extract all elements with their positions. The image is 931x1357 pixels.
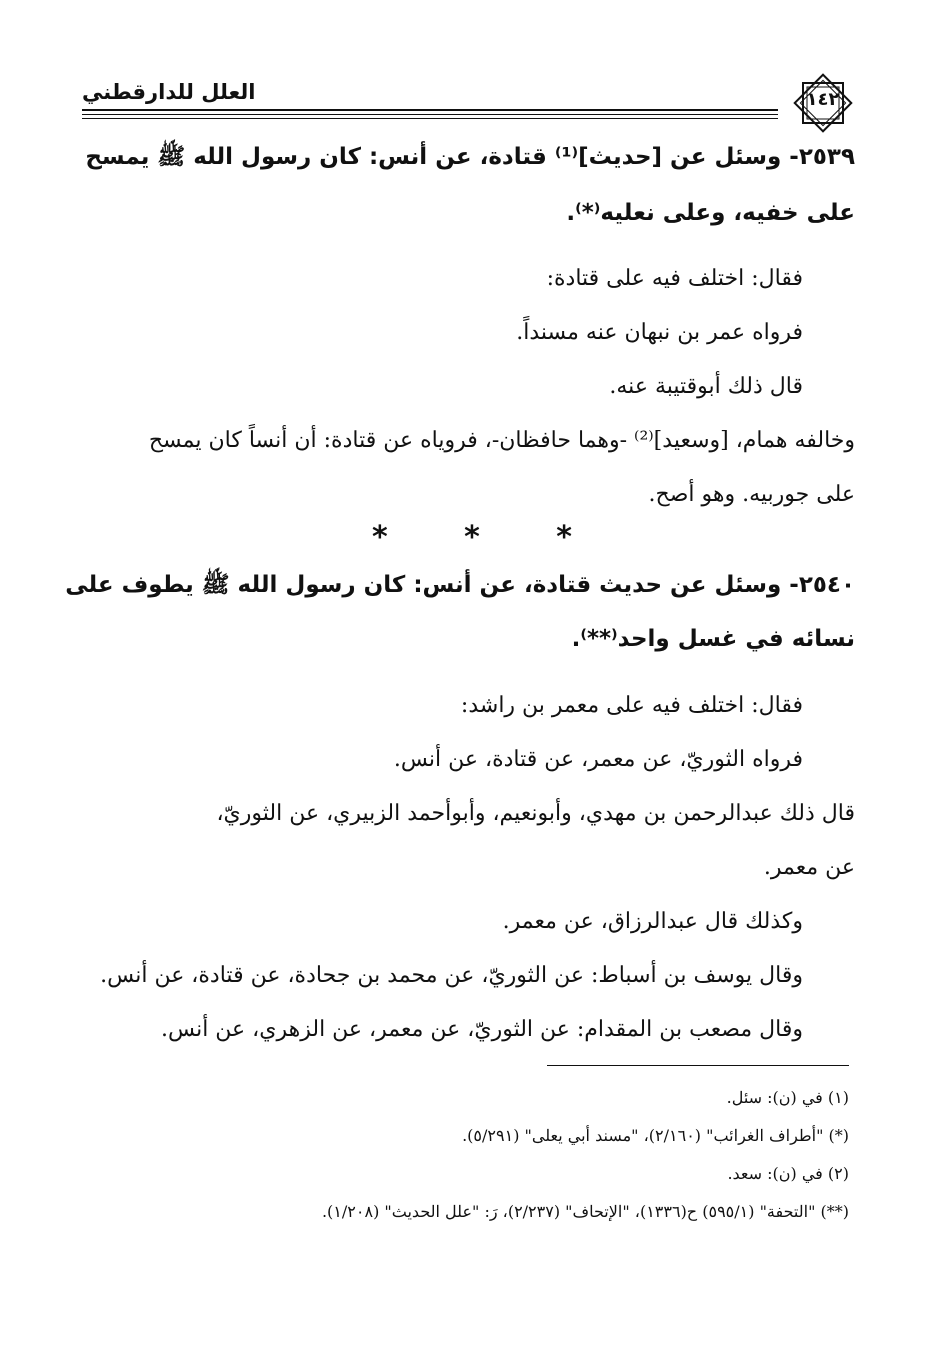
section-2539-line: فرواه عمر بن نبهان عنه مسنداً. xyxy=(516,320,803,345)
section-2539-line: قال ذلك أبوقتيبة عنه. xyxy=(609,374,803,399)
separator-star: * xyxy=(556,520,572,555)
section-2539-line: على جوربيه. وهو أصح. xyxy=(648,482,855,507)
section-2539-heading-line-2: على خفيه، وعلى نعليه⁽*⁾. xyxy=(566,200,855,226)
header-rule-thin xyxy=(82,118,778,119)
section-2540-line: وقال يوسف بن أسباط: عن الثوريّ، عن محمد بن جحادة، عن قتادة، عن أنس. xyxy=(100,963,803,988)
section-2540-line: عن معمر. xyxy=(763,855,855,880)
header-rule-thin xyxy=(82,114,778,115)
footnote: (*) "أطراف الغرائب" (٢/١٦٠)، "مسند أبي يعلى" (٥/٢٩١). xyxy=(462,1126,849,1145)
page-number: ١٤٢ xyxy=(806,89,840,110)
footnote-divider xyxy=(547,1065,849,1066)
footnote: (**) "التحفة" (٥٩٥/١) ح(١٣٣٦)، "الإتحاف" (٢/٢٣٧)، رَ: "علل الحديث" (١/٢٠٨). xyxy=(321,1202,849,1221)
section-2539-heading-line-1: ٢٥٣٩- وسئل عن [حديث]⁽¹⁾ قتادة، عن أنس: كان رسول الله ﷺ يمسح xyxy=(85,144,855,170)
section-2540-line: فرواه الثوريّ، عن معمر، عن قتادة، عن أنس. xyxy=(393,747,803,772)
section-2540-line: وكذلك قال عبدالرزاق، عن معمر. xyxy=(502,909,803,934)
section-separator xyxy=(372,520,572,555)
running-header-title: العلل للدارقطني xyxy=(82,80,256,104)
footnote: (٢) في (ن): سعد. xyxy=(727,1164,849,1183)
section-2540-heading-line-1: ٢٥٤٠- وسئل عن حديث قتادة، عن أنس: كان رسول الله ﷺ يطوف على xyxy=(65,572,855,598)
section-2540-heading-line-2: نسائه في غسل واحد⁽**⁾. xyxy=(571,626,855,652)
separator-star: * xyxy=(464,520,480,555)
section-2539-line: فقال: اختلف فيه على قتادة: xyxy=(546,266,803,291)
section-2539-line: وخالفه همام، [وسعيد]⁽²⁾ -وهما حافظان-، فروياه عن قتادة: أن أنساً كان يمسح xyxy=(148,428,855,453)
section-2540-line: وقال مصعب بن المقدام: عن الثوريّ، عن معمر، عن الزهري، عن أنس. xyxy=(161,1017,803,1042)
separator-star: * xyxy=(372,520,388,555)
header-rule xyxy=(82,109,778,111)
footnote: (١) في (ن): سئل. xyxy=(726,1088,849,1107)
section-2540-line: قال ذلك عبدالرحمن بن مهدي، وأبونعيم، وأبوأحمد الزبيري، عن الثوريّ، xyxy=(216,801,855,826)
section-2540-line: فقال: اختلف فيه على معمر بن راشد: xyxy=(460,693,803,718)
